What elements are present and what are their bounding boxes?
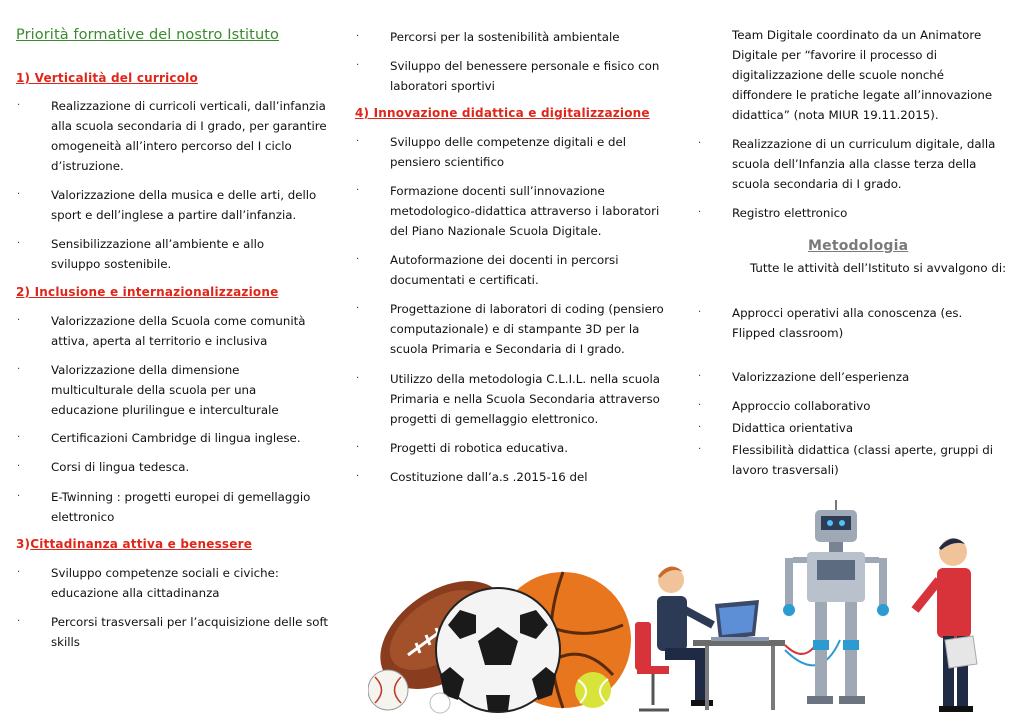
bullet: ·: [356, 254, 360, 265]
bullet: ·: [356, 373, 360, 384]
bullet: ·: [698, 207, 702, 218]
bullet: ·: [698, 371, 702, 382]
bullet: ·: [356, 471, 360, 482]
list-item: · Progetti di robotica educativa.: [390, 438, 675, 458]
methodology-title: Metodologia: [808, 238, 909, 254]
bullet: ·: [698, 138, 702, 149]
list-item: · Approcci operativi alla conoscenza (es. Flipped classroom): [732, 303, 1007, 343]
bullet: ·: [17, 432, 21, 443]
bullet: ·: [698, 400, 702, 411]
list-item: · Valorizzazione della Scuola come comunità attiva, aperta al territorio e inclusiva: [51, 311, 311, 351]
bullet: ·: [698, 307, 702, 318]
desk-icon: [693, 640, 785, 710]
page-title: Priorità formative del nostro Istituto: [16, 27, 280, 43]
section-heading-1: 1) Verticalità del curricolo: [16, 71, 198, 85]
bullet: ·: [356, 60, 360, 71]
robot-classroom-illustration: [635, 500, 995, 722]
list-item: · Didattica orientativa: [732, 418, 1007, 438]
bullet: ·: [17, 364, 21, 375]
list-item: · Sviluppo competenze sociali e civiche: educazione alla cittadinanza: [51, 563, 311, 603]
list-item: · Registro elettronico: [732, 203, 1002, 223]
list-item: · Formazione docenti sull’innovazione metodologico-didattica attraverso i laboratori del Piano Nazionale Scuola Digitale.: [390, 181, 680, 241]
list-item: · Approccio collaborativo: [732, 396, 1007, 416]
list-item: · E-Twinning : progetti europei di gemellaggio elettronico: [51, 487, 321, 527]
bullet: ·: [356, 303, 360, 314]
methodology-intro: Tutte le attività dell’Istituto si avvalgono di:: [750, 261, 1007, 275]
seated-person-icon: [657, 566, 713, 706]
continuation-text: Team Digitale coordinato da un Animatore Digitale per “favorire il processo di digitalizzazione delle scuole nonché diffondere le pratiche legate all’innovazione didattica” (nota MIUR 19.11.2015).: [732, 28, 993, 122]
list-item: · Percorsi per la sostenibilità ambientale: [390, 27, 675, 47]
baseball-icon: [368, 670, 408, 710]
bullet: ·: [698, 422, 702, 433]
list-item: · Utilizzo della metodologia C.L.I.L. nella scuola Primaria e nella Scuola Secondaria attraverso progetti di gemellaggio elettronico.: [390, 369, 675, 429]
list-item: · Flessibilità didattica (classi aperte, gruppi di lavoro trasversali): [732, 440, 1007, 480]
laptop-icon: [711, 600, 769, 641]
list-item: · Valorizzazione della dimensione multiculturale della scuola per una educazione plurilingue e interculturale: [51, 360, 321, 420]
list-item: · Autoformazione dei docenti in percorsi documentati e certificati.: [390, 250, 640, 290]
bullet: ·: [356, 442, 360, 453]
section-heading-3: 3)Cittadinanza attiva e benessere: [16, 537, 253, 551]
list-item: · Sviluppo del benessere personale e fisico con laboratori sportivi: [390, 56, 675, 96]
golf-ball-icon: [430, 693, 450, 713]
bullet: ·: [17, 616, 21, 627]
tennis-ball-icon: [575, 672, 611, 708]
bullet: ·: [17, 189, 21, 200]
section-heading-4: 4) Innovazione didattica e digitalizzazione: [355, 106, 650, 120]
bullet: ·: [698, 444, 702, 455]
list-item: · Progettazione di laboratori di coding (pensiero computazionale) e di stampante 3D per la scuola Primaria e Secondaria di I grado.: [390, 299, 680, 359]
bullet: ·: [356, 185, 360, 196]
list-item: · Realizzazione di curricoli verticali, dall’infanzia alla scuola secondaria di I grado, per garantire omogeneità all’intero percorso del I ciclo d’istruzione.: [51, 96, 331, 176]
bullet: ·: [17, 100, 21, 111]
list-item: · Percorsi trasversali per l’acquisizione delle soft skills: [51, 612, 336, 652]
soccer-ball-icon: [436, 588, 560, 712]
list-item: · Sensibilizzazione all’ambiente e allo sviluppo sostenibile.: [51, 234, 311, 274]
list-item: · Realizzazione di un curriculum digitale, dalla scuola dell’Infanzia alla classe terza della scuola secondaria di I grado.: [732, 134, 1002, 194]
standing-person-icon: [915, 538, 977, 712]
bullet: ·: [17, 315, 21, 326]
robot-icon: [783, 500, 889, 704]
bullet: ·: [17, 238, 21, 249]
list-item: · Valorizzazione della musica e delle arti, dello sport e dell’inglese a partire dall’infanzia.: [51, 185, 331, 225]
list-item: · Costituzione dall’a.s .2015-16 del: [390, 467, 675, 487]
list-item: · Corsi di lingua tedesca.: [51, 457, 331, 477]
bullet: ·: [17, 567, 21, 578]
section-heading-2: 2) Inclusione e internazionalizzazione: [16, 285, 279, 299]
bullet: ·: [356, 31, 360, 42]
bullet: ·: [17, 461, 21, 472]
list-item: · Valorizzazione dell’esperienza: [732, 367, 1007, 387]
list-item: · Certificazioni Cambridge di lingua inglese.: [51, 428, 331, 448]
bullet: ·: [356, 136, 360, 147]
list-item: · Sviluppo delle competenze digitali e del pensiero scientifico: [390, 132, 675, 172]
sports-balls-illustration: [368, 555, 633, 720]
bullet: ·: [17, 491, 21, 502]
